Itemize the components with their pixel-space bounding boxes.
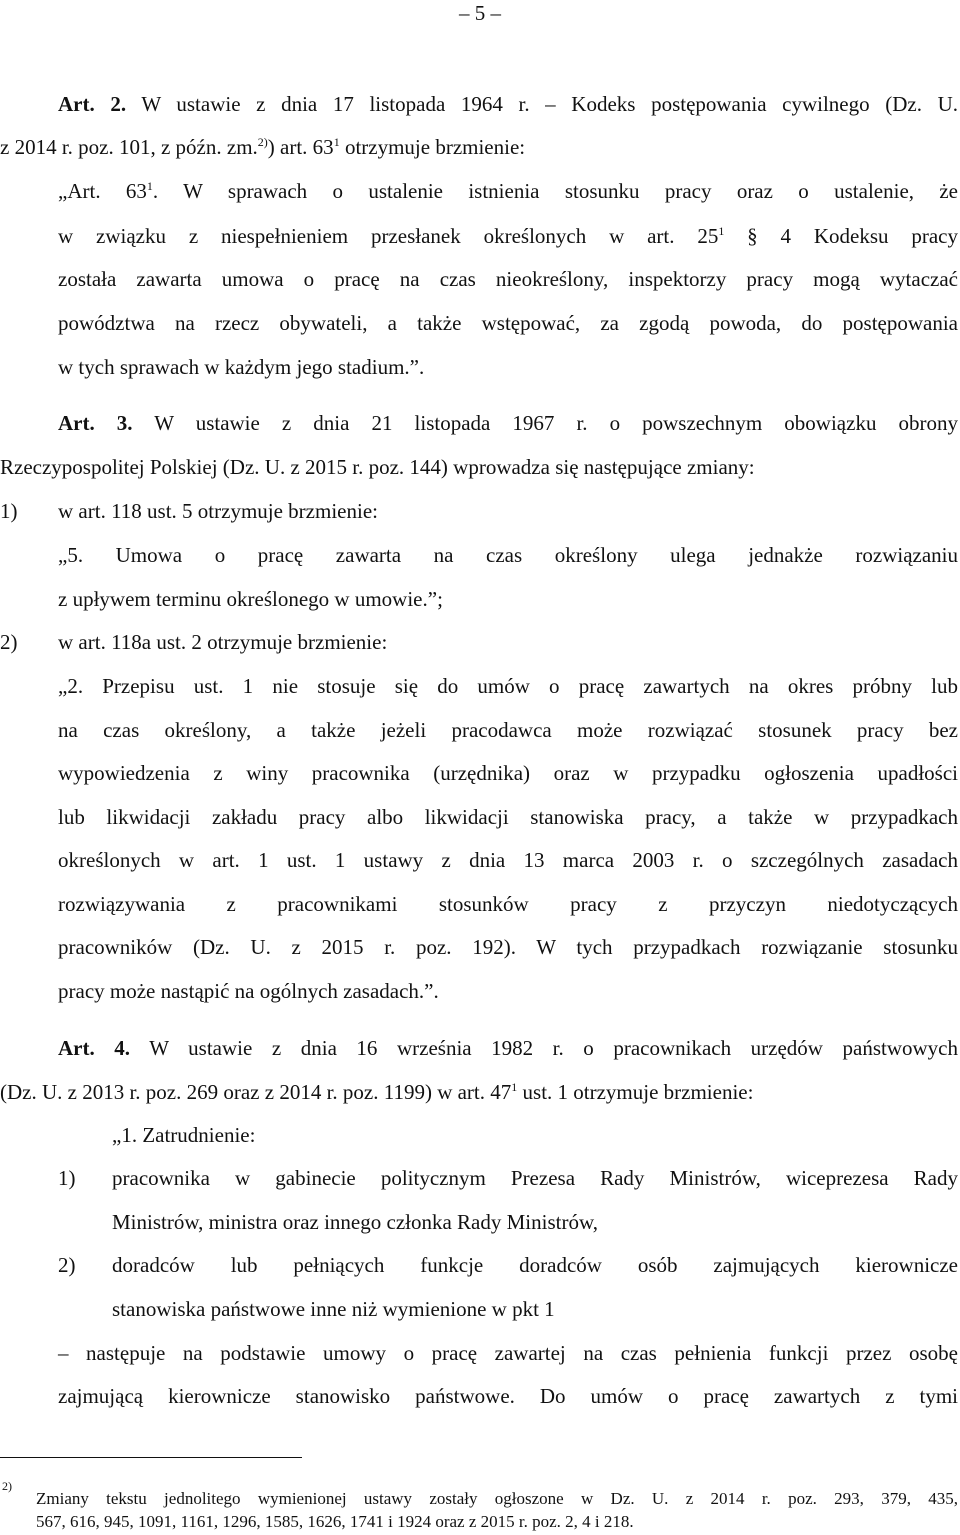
art2-quote-line4: powództwa na rzecz obywateli, a także wstępować, za zgodą powoda, do postępowania [58, 311, 958, 335]
art4-tail-line1: – następuje na podstawie umowy o pracę zawartej na czas pełnienia funkcji przez osobę [58, 1341, 958, 1365]
art2-line2: z 2014 r. poz. 101, z późn. zm.$^{2)}$) art. $63^1$ otrzymuje brzmienie: [0, 135, 526, 159]
footnote-separator [0, 1457, 302, 1458]
footnote-marker: 2) [2, 1479, 12, 1493]
art3-item1-num: 1) [0, 499, 18, 523]
art2-quote-line1: „Art. $63^1$. W sprawach o ustalenie istnienia stosunku pracy oraz o ustalenie, że [58, 179, 958, 203]
art3-item2-num: 2) [0, 630, 18, 654]
art2-line1-text: W ustawie z dnia 17 listopada 1964 r. – Kodeks postępowania cywilnego (Dz. U. [126, 92, 958, 116]
footnote-line2: 567, 616, 945, 1091, 1161, 1296, 1585, 1626, 1741 i 1924 oraz z 2015 r. poz. 2, 4 i 218. [36, 1512, 634, 1531]
art4-quote-head: „1. Zatrudnienie: [112, 1123, 256, 1147]
art3-item2-quote-line8: pracy może nastąpić na ogólnych zasadach.”. [58, 979, 439, 1003]
art3-label: Art. 3. [58, 411, 133, 435]
art2-quote-line3: została zawarta umowa o pracę na czas nieokreślony, inspektorzy pracy mogą wytaczać [58, 267, 958, 291]
art4-item2-num: 2) [58, 1253, 76, 1277]
page-number: – 5 – [459, 1, 501, 25]
art3-item2-text: w art. 118a ust. 2 otrzymuje brzmienie: [58, 630, 388, 654]
art3-item2-quote-line3: wypowiedzenia z winy pracownika (urzędnika) oraz w przypadku ogłoszenia upadłości [58, 761, 958, 785]
art4-tail-line2: zajmującą kierownicze stanowisko państwowe. Do umów o pracę zawartych z tymi [58, 1384, 958, 1408]
footnote-line1: Zmiany tekstu jednolitego wymienionej ustawy zostały ogłoszone w Dz. U. z 2014 r. poz. 293, 379, 435, [36, 1489, 958, 1508]
art3-item2-quote-line7: pracowników (Dz. U. z 2015 r. poz. 192). W tych przypadkach rozwiązanie stosunku [58, 935, 958, 959]
art2-line1 [58, 89, 958, 119]
art3-item1-text: w art. 118 ust. 5 otrzymuje brzmienie: [58, 499, 378, 523]
art3-item2-quote-line1: „2. Przepisu ust. 1 nie stosuje się do umów o pracę zawartych na okres próbny lub [58, 674, 958, 698]
art2-quote-line2: w związku z niespełnieniem przesłanek określonych w art. $25^1$ § 4 Kodeksu pracy [58, 224, 958, 248]
art4-label: Art. 4. [58, 1036, 131, 1060]
art3-item2-quote-line4: lub likwidacji zakładu pracy albo likwidacji stanowiska pracy, a także w przypadkach [58, 805, 958, 829]
art3-line2: Rzeczypospolitej Polskiej (Dz. U. z 2015 r. poz. 144) wprowadza się następujące zmiany: [0, 455, 755, 479]
art3-item1-quote-line2: z upływem terminu określonego w umowie.”; [58, 587, 443, 611]
art4-item2-line2: stanowiska państwowe inne niż wymienione w pkt 1 [112, 1297, 555, 1321]
art4-item2-line1: doradców lub pełniących funkcje doradców osób zajmujących kierownicze [112, 1253, 958, 1277]
art4-line1: Art. 4. W ustawie z dnia 16 września 1982 r. o pracownikach urzędów państwowych [58, 1036, 958, 1060]
art4-line2: (Dz. U. z 2013 r. poz. 269 oraz z 2014 r. poz. 1199) w art. $47^1$ ust. 1 otrzymuje brzmienie: [0, 1080, 754, 1104]
art3-line1: Art. 3. W ustawie z dnia 21 listopada 1967 r. o powszechnym obowiązku obrony [58, 411, 958, 435]
art3-item2-quote-line6: rozwiązywania z pracownikami stosunków pracy z przyczyn niedotyczących [58, 892, 958, 916]
art2-quote-line5: w tych sprawach w każdym jego stadium.”. [58, 355, 425, 379]
art3-item2-quote-line2: na czas określony, a także jeżeli pracodawca może rozwiązać stosunek pracy bez [58, 718, 958, 742]
footnote-ref: 2) [257, 135, 268, 149]
art4-item1-line1: pracownika w gabinecie politycznym Prezesa Rady Ministrów, wiceprezesa Rady [112, 1166, 958, 1190]
art3-item2-quote-line5: określonych w art. 1 ust. 1 ustawy z dnia 13 marca 2003 r. o szczególnych zasadach [58, 848, 958, 872]
art2-label: Art. 2. [58, 92, 127, 116]
art4-item1-num: 1) [58, 1166, 76, 1190]
art4-item1-line2: Ministrów, ministra oraz innego członka Rady Ministrów, [112, 1210, 599, 1234]
art3-item1-quote-line1: „5. Umowa o pracę zawarta na czas określony ulega jednakże rozwiązaniu [58, 543, 958, 567]
